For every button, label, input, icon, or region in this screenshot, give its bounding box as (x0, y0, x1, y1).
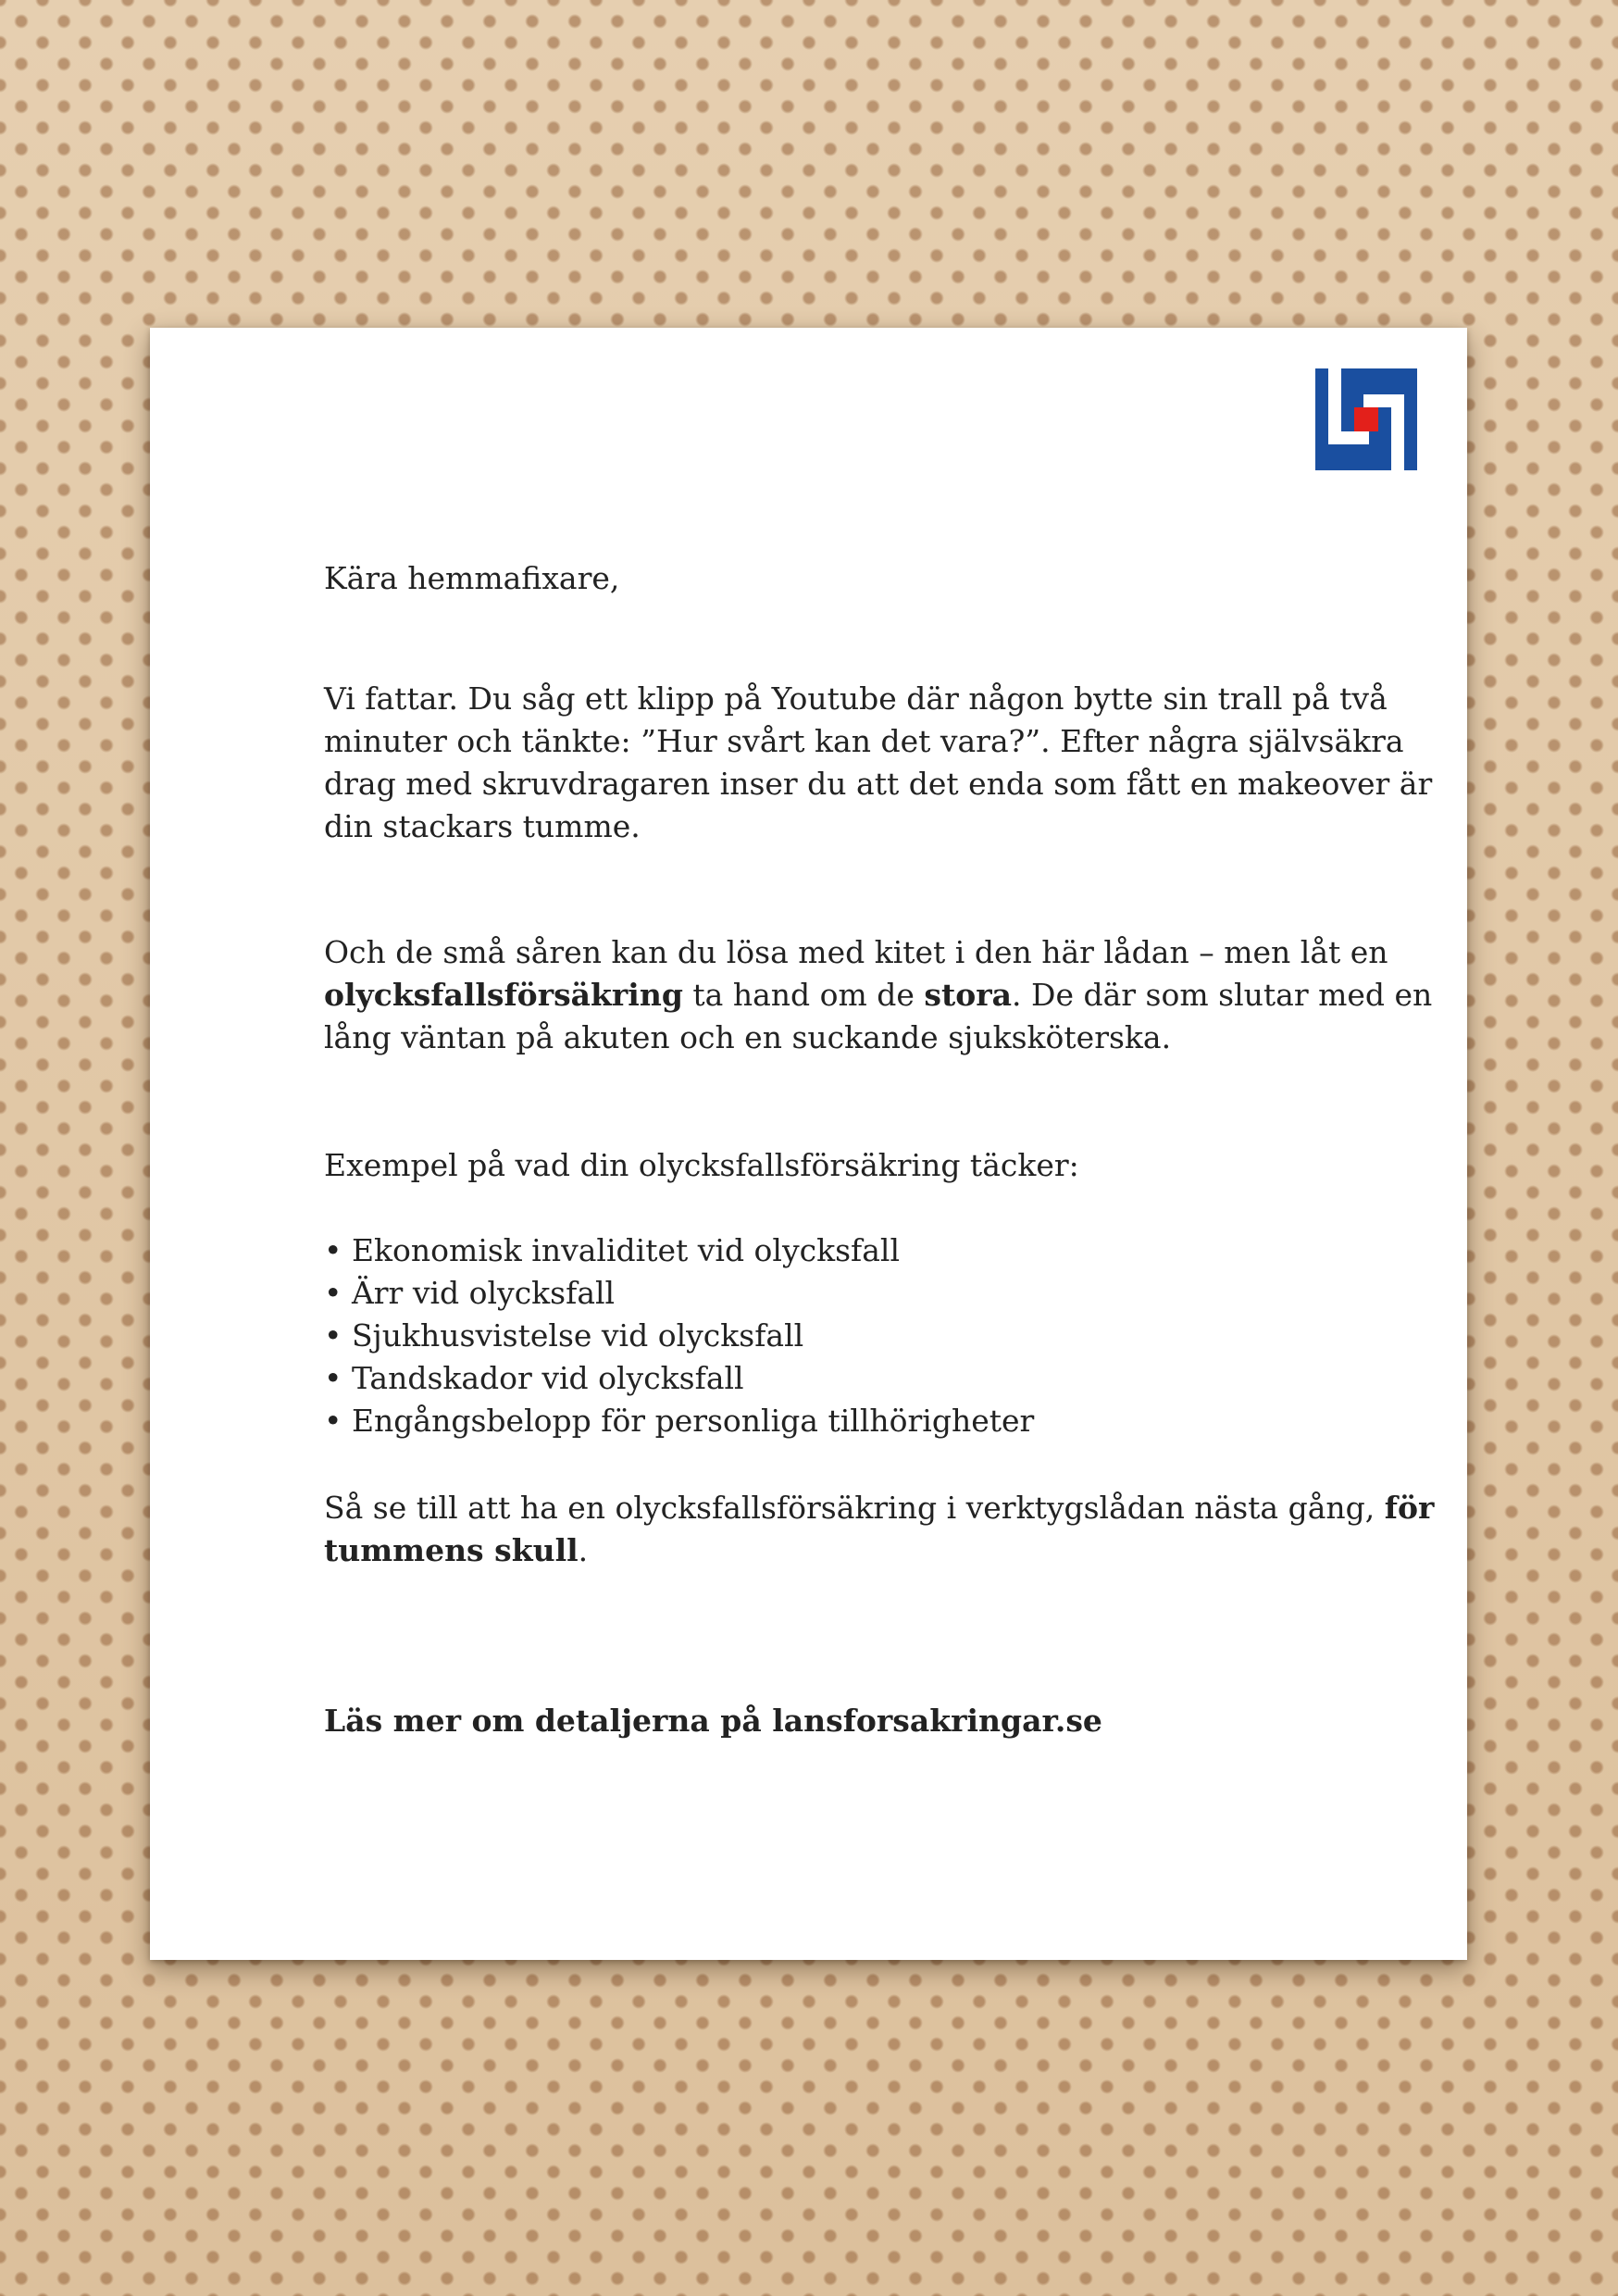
paragraph-outro (324, 1487, 1435, 1572)
letter-paper (150, 328, 1467, 1960)
paragraph-insurance-text-2: ta hand om de (682, 977, 925, 1013)
letter-body (324, 557, 1435, 1742)
list-item: • Ärr vid olycksfall (324, 1275, 616, 1311)
paragraph-insurance-bold-2: stora (924, 977, 1013, 1013)
lansforsakringar-logo-icon (1315, 368, 1417, 470)
greeting: Kära hemmafixare, (324, 560, 620, 596)
paragraph-outro-bold: för tummens skull (324, 1490, 1435, 1568)
list-item: • Tandskador vid olycksfall (324, 1360, 744, 1396)
paragraph-outro-text-1: Så se till att ha en olycksfallsförsäkring i verktygslådan nästa gång, (324, 1490, 1385, 1526)
call-to-action (324, 1700, 1435, 1742)
list-item: • Ekonomisk invaliditet vid olycksfall (324, 1232, 901, 1268)
list-item: • Sjukhusvistelse vid olycksfall (324, 1317, 804, 1354)
call-to-action-text: Läs mer om detaljerna på lansforsakringar.se (324, 1703, 1102, 1739)
paragraph-insurance-text-1: Och de små såren kan du lösa med kitet i den här lådan – men låt en (324, 934, 1388, 970)
list-item: • Engångsbelopp för personliga tillhörigheter (324, 1403, 1035, 1439)
paragraph-insurance-text-3: . De där som slutar med en lång väntan på akuten och en suckande sjuksköterska. (324, 977, 1433, 1055)
paragraph-intro: Vi fattar. Du såg ett klipp på Youtube där någon bytte sin trall på två minuter och tänkte: ”Hur svårt kan det vara?”. Efter några självsäkra drag med skruvdragaren inser du att det enda som fått en makeover är din stackars tumme. (324, 680, 1433, 844)
coverage-list (324, 1229, 1435, 1442)
paragraph-insurance-bold-1: olycksfallsförsäkring (324, 977, 683, 1013)
paragraph-outro-text-2: . (578, 1532, 589, 1568)
paragraph-insurance (324, 931, 1435, 1059)
list-intro: Exempel på vad din olycksfallsförsäkring täcker: (324, 1147, 1079, 1183)
